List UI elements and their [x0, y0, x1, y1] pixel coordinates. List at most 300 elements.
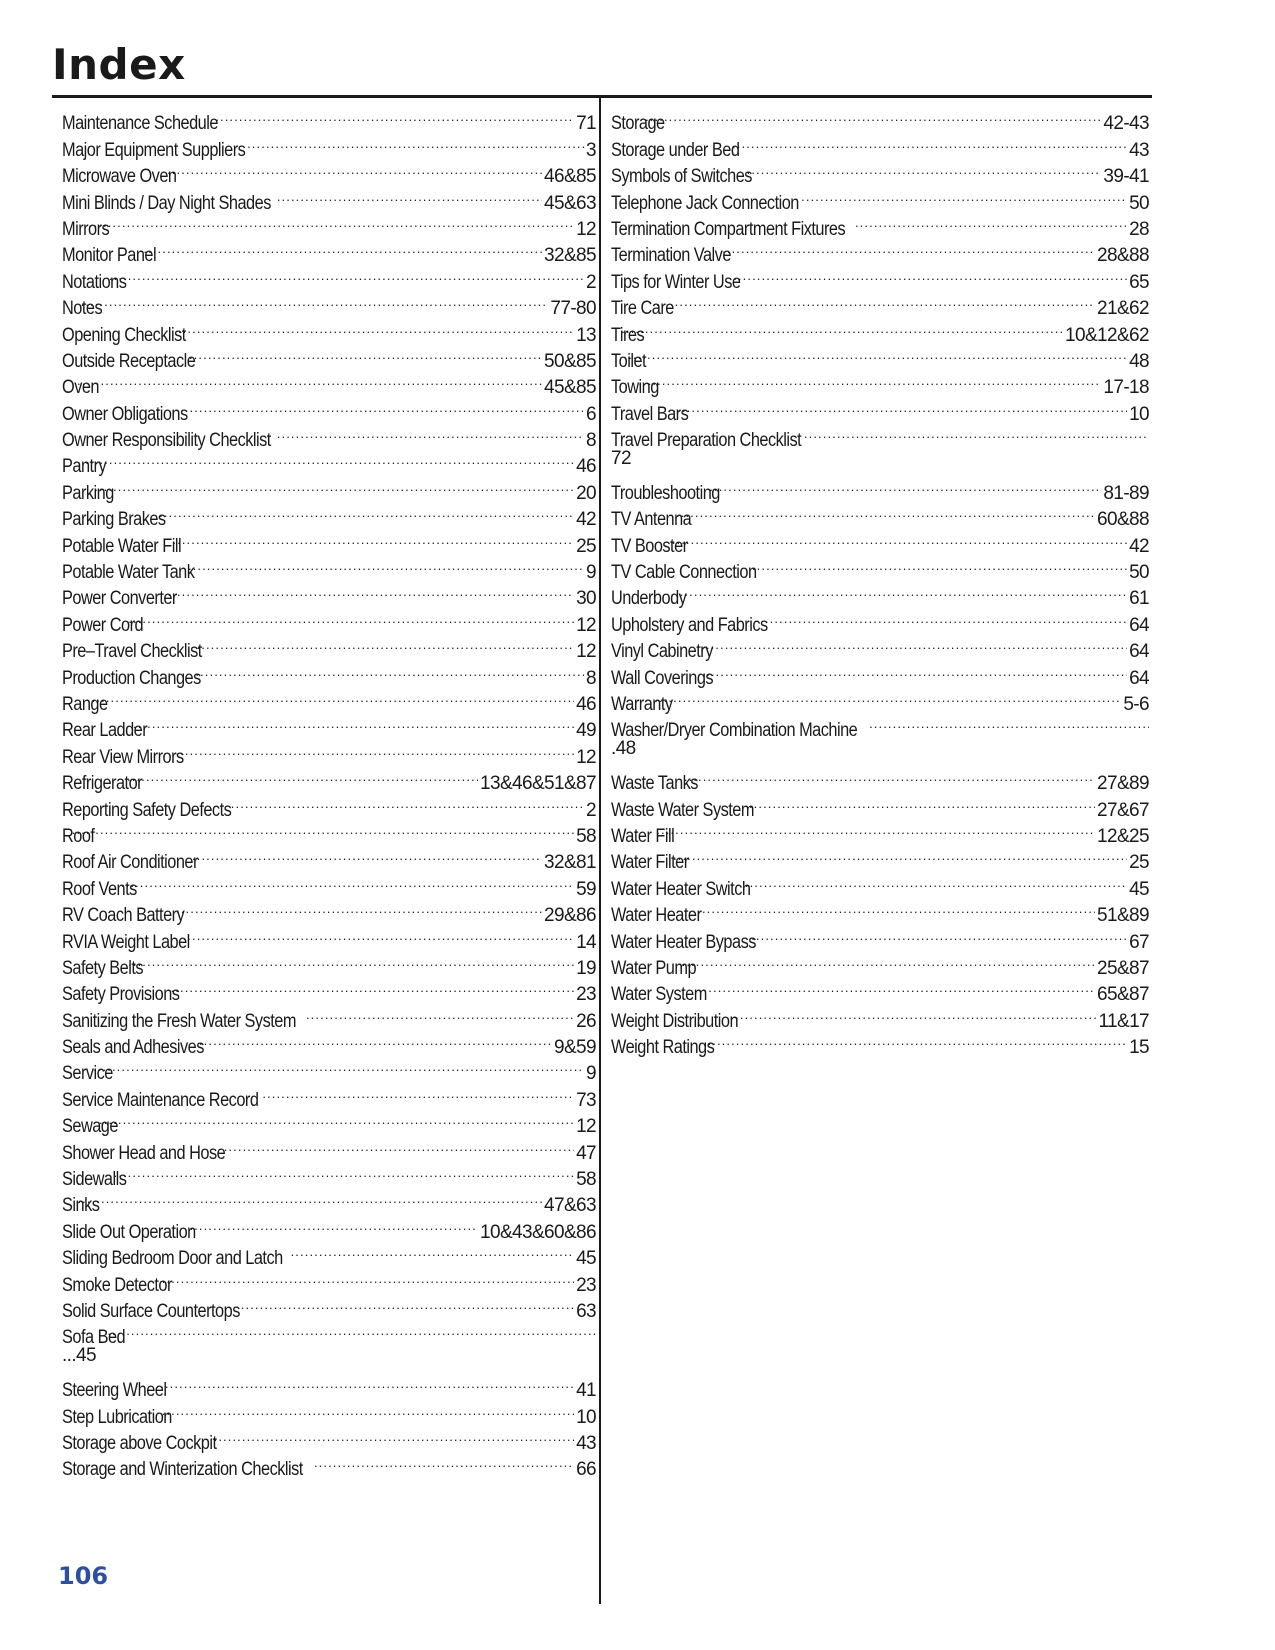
index-term: .48 [611, 738, 636, 760]
dot-leader [656, 816, 1095, 842]
index-page-numbers: 25&87 [1097, 957, 1149, 979]
dot-leader [99, 1106, 574, 1132]
index-page-numbers: 64 [1129, 667, 1149, 689]
index-page-numbers: 2 [586, 799, 596, 821]
dot-leader [306, 1000, 574, 1026]
index-term: Travel Bars [611, 403, 689, 425]
index-page-numbers: 42 [1129, 535, 1149, 557]
index-page-numbers: 10&43&60&86 [480, 1221, 596, 1243]
index-entry [611, 314, 1149, 346]
index-page-numbers: 2 [586, 271, 596, 293]
index-entry [62, 842, 596, 874]
index-term: ...45 [62, 1345, 96, 1367]
dot-leader [189, 341, 542, 367]
index-term: Washer/Dryer Combination Machine [611, 720, 858, 742]
index-page-numbers: 9 [586, 562, 596, 584]
index-page-numbers: 13 [576, 324, 596, 346]
index-term: Troubleshooting [611, 482, 720, 504]
dot-leader [143, 235, 542, 261]
dot-leader [128, 948, 574, 974]
index-term: Roof [62, 825, 95, 847]
index-term: Sidewalls [62, 1169, 127, 1191]
index-entry [62, 763, 596, 795]
dot-leader [188, 552, 584, 578]
index-entry [611, 288, 1149, 320]
dot-leader [645, 103, 1101, 129]
index-term: RVIA Weight Label [62, 931, 190, 953]
index-term: Warranty [611, 693, 673, 715]
page-number: 106 [58, 1562, 109, 1590]
dot-leader [747, 156, 1102, 182]
index-term: Tire Care [611, 298, 674, 320]
index-entry [611, 341, 1149, 372]
index-entry [62, 1317, 596, 1349]
dot-leader [682, 948, 1095, 974]
dot-leader [180, 393, 584, 419]
dot-leader [127, 763, 478, 789]
index-entry [62, 1343, 596, 1369]
index-term: Power Cord [62, 614, 144, 636]
dot-leader [178, 314, 574, 340]
index-term: Outside Receptacle [62, 350, 196, 372]
index-page-numbers: 46&85 [544, 166, 596, 188]
dot-leader [176, 895, 542, 921]
index-entry [62, 604, 596, 636]
index-term: Opening Checklist [62, 324, 186, 346]
index-entry [611, 710, 1149, 742]
index-term: Symbols of Switches [611, 166, 752, 188]
index-page-numbers: 23 [576, 1274, 596, 1296]
index-term: Water Pump [611, 957, 697, 979]
index-page-numbers: 8 [586, 430, 596, 452]
index-page-numbers: 13&46&51&87 [480, 773, 596, 795]
dot-leader [197, 631, 575, 657]
index-entry [611, 552, 1149, 584]
dot-leader [804, 420, 1149, 446]
index-entry [62, 1132, 596, 1164]
index-term: Storage above Cockpit [62, 1432, 217, 1454]
index-entry [62, 895, 596, 927]
index-entry [611, 816, 1149, 847]
index-page-numbers: 45 [576, 1248, 596, 1270]
index-entry [611, 868, 1149, 900]
index-entry [62, 235, 596, 267]
index-page-numbers: 27&89 [1097, 773, 1149, 795]
index-entry [62, 209, 596, 240]
dot-leader [107, 1317, 596, 1343]
index-entry [62, 393, 596, 425]
dot-leader [701, 631, 1127, 657]
dot-leader [247, 129, 584, 155]
index-term: Pantry [62, 456, 107, 478]
index-term: Monitor Panel [62, 245, 157, 267]
index-term: Shower Head and Hose [62, 1142, 226, 1164]
dot-leader [624, 341, 1128, 367]
index-entry [611, 420, 1149, 452]
index-entry [62, 367, 596, 399]
dot-leader [694, 974, 1095, 1000]
index-term: Wall Coverings [611, 667, 714, 689]
dot-leader [670, 578, 1127, 604]
index-entry [611, 367, 1149, 399]
page-title: Index [52, 40, 186, 89]
index-entry [62, 314, 596, 346]
index-term: 72 [611, 448, 631, 470]
dot-leader [189, 1211, 478, 1237]
index-page-numbers: 8 [586, 667, 596, 689]
index-term: Sliding Bedroom Door and Latch [62, 1248, 283, 1270]
dot-leader [89, 209, 574, 235]
index-term: Tips for Winter Use [611, 271, 741, 293]
dot-leader [314, 1449, 574, 1475]
dot-leader [751, 921, 1127, 947]
index-entry [611, 763, 1149, 795]
index-page-numbers: 64 [1129, 614, 1149, 636]
index-term: Safety Provisions [62, 984, 180, 1006]
index-term: Termination Compartment Fixtures [611, 218, 846, 240]
index-term: Potable Water Fill [62, 535, 182, 557]
index-term: Refrigerator [62, 773, 143, 795]
index-term: Water Heater Switch [611, 878, 751, 900]
index-page-numbers: 10 [576, 1406, 596, 1428]
index-entry [62, 1211, 596, 1243]
dot-leader [93, 1053, 584, 1079]
index-page-numbers: 19 [576, 957, 596, 979]
dot-leader [672, 525, 1127, 551]
index-entry [611, 895, 1149, 927]
index-page-numbers: 27&67 [1097, 799, 1149, 821]
index-entry [62, 948, 596, 979]
index-term: Sinks [62, 1195, 100, 1217]
index-page-numbers: 63 [576, 1300, 596, 1322]
dot-leader [722, 235, 1095, 261]
dot-leader [701, 657, 1127, 683]
index-entry [62, 868, 596, 900]
index-term: Slide Out Operation [62, 1221, 196, 1243]
dot-leader [162, 1264, 574, 1290]
index-entry [62, 1079, 596, 1111]
index-page-numbers: 39-41 [1103, 166, 1149, 188]
index-term: Mirrors [62, 218, 110, 240]
dot-leader [215, 103, 574, 129]
index-page-numbers: 3 [586, 139, 596, 161]
dot-leader [172, 525, 574, 551]
index-entry [611, 684, 1149, 715]
index-page-numbers: 12 [576, 641, 596, 663]
dot-leader [121, 868, 574, 894]
index-entry [611, 129, 1149, 161]
index-entry [611, 103, 1149, 135]
index-term: Rear Ladder [62, 720, 148, 742]
index-term: Sewage [62, 1116, 118, 1138]
dot-leader [155, 1370, 574, 1396]
column-divider [599, 98, 601, 1604]
index-page-numbers: 50&85 [544, 350, 596, 372]
dot-leader [94, 472, 574, 498]
index-entry [62, 1370, 596, 1402]
dot-leader [654, 684, 1121, 710]
index-term: Notes [62, 298, 103, 320]
index-term: Underbody [611, 588, 687, 610]
index-entry [62, 684, 596, 715]
index-page-numbers: 32&81 [544, 852, 596, 874]
dot-leader [77, 1185, 542, 1211]
index-term: Roof Vents [62, 878, 137, 900]
index-term: Water Filter [611, 852, 689, 874]
index-page-numbers: 9 [586, 1063, 596, 1085]
dot-leader [195, 657, 584, 683]
index-term: Waste Tanks [611, 773, 698, 795]
index-term: Smoke Detector [62, 1274, 172, 1296]
index-term: TV Antenna [611, 509, 692, 531]
index-column-right [611, 103, 1149, 1059]
dot-leader [192, 842, 542, 868]
dot-leader [85, 446, 574, 472]
index-page-numbers: 28 [1129, 218, 1149, 240]
index-term: Water Fill [611, 825, 675, 847]
index-term: Water Heater Bypass [611, 931, 756, 953]
index-term: Notations [62, 271, 127, 293]
dot-leader [277, 420, 584, 446]
index-page-numbers: 21&62 [1097, 298, 1149, 320]
index-page-numbers: 23 [576, 984, 596, 1006]
index-term: Termination Valve [611, 245, 731, 267]
dot-leader [241, 1291, 574, 1317]
dot-leader [684, 763, 1095, 789]
dot-leader [231, 789, 584, 815]
index-page-numbers: 9&59 [554, 1037, 596, 1059]
index-entry [611, 578, 1149, 610]
index-page-numbers: 42 [576, 509, 596, 531]
dot-leader [621, 314, 1063, 340]
dot-leader [733, 261, 1127, 287]
dot-leader [749, 789, 1095, 815]
index-page-numbers: 25 [1129, 852, 1149, 874]
index-term: Sofa Bed [62, 1327, 126, 1349]
index-entry [62, 261, 596, 293]
dot-leader [656, 288, 1095, 314]
index-page-numbers: 14 [576, 931, 596, 953]
index-page-numbers: 47&63 [544, 1195, 596, 1217]
index-page-numbers: 81-89 [1103, 482, 1149, 504]
index-entry [62, 472, 596, 504]
index-entry [62, 1159, 596, 1191]
index-term: Travel Preparation Checklist [611, 430, 802, 452]
index-term: Seals and Adhesives [62, 1037, 204, 1059]
dot-leader [171, 974, 575, 1000]
dot-leader [745, 868, 1127, 894]
index-page-numbers: 42-43 [1103, 113, 1149, 135]
index-term: RV Coach Battery [62, 905, 185, 927]
index-term: Water Heater [611, 905, 702, 927]
dot-leader [199, 1027, 552, 1053]
dot-leader [869, 710, 1149, 736]
index-page-numbers: 50 [1129, 562, 1149, 584]
index-page-numbers: 49 [576, 720, 596, 742]
dot-leader [77, 367, 542, 393]
index-page-numbers: 6 [586, 403, 596, 425]
dot-leader [752, 552, 1127, 578]
dot-leader [128, 604, 574, 630]
index-page-numbers: 15 [1129, 1037, 1149, 1059]
index-page-numbers: 48 [1129, 350, 1149, 372]
index-entry [611, 499, 1149, 531]
index-page-numbers: 64 [1129, 641, 1149, 663]
index-column-left [62, 103, 596, 1481]
dot-leader [167, 156, 542, 182]
index-page-numbers: 60&88 [1097, 509, 1149, 531]
index-entry [62, 499, 596, 531]
index-term: Owner Responsibility Checklist [62, 430, 271, 452]
index-page-numbers: 30 [576, 588, 596, 610]
index-term: Reporting Safety Defects [62, 799, 232, 821]
index-page-numbers: 12 [576, 614, 596, 636]
index-page-numbers: 11&17 [1098, 1010, 1149, 1032]
index-entry [62, 789, 596, 821]
index-term: Vinyl Cabinetry [611, 641, 713, 663]
index-term: Water System [611, 984, 707, 1006]
dot-leader [175, 736, 574, 762]
index-term: Weight Ratings [611, 1037, 715, 1059]
index-page-numbers: 41 [576, 1380, 596, 1402]
index-page-numbers: 25 [576, 535, 596, 557]
index-term: Solid Surface Countertops [62, 1300, 240, 1322]
dot-leader [703, 1027, 1127, 1053]
index-entry [611, 604, 1149, 636]
index-entry [611, 525, 1149, 557]
dot-leader [730, 1000, 1096, 1026]
index-term: Parking Brakes [62, 509, 166, 531]
dot-leader [732, 129, 1127, 155]
dot-leader [855, 209, 1127, 235]
index-term: Telephone Jack Connection [611, 192, 799, 214]
index-term: Waste Water System [611, 799, 754, 821]
dot-leader [262, 1079, 574, 1105]
dot-leader [709, 472, 1101, 498]
index-term: Major Equipment Suppliers [62, 139, 246, 161]
index-entry [62, 1185, 596, 1217]
index-page-numbers: 66 [576, 1459, 596, 1481]
index-page-numbers: 26 [576, 1010, 596, 1032]
index-term: Safety Belts [62, 957, 144, 979]
dot-leader [162, 1396, 574, 1422]
index-page-numbers: 17-18 [1103, 377, 1149, 399]
index-page-numbers: 29&86 [544, 905, 596, 927]
dot-leader [673, 842, 1127, 868]
dot-leader [277, 182, 542, 208]
index-page-numbers: 51&89 [1097, 905, 1149, 927]
index-term: Upholstery and Fabrics [611, 614, 768, 636]
index-page-numbers: 12 [576, 746, 596, 768]
index-page-numbers: 12&25 [1097, 825, 1149, 847]
index-term: Oven [62, 377, 99, 399]
index-term: Steering Wheel [62, 1380, 167, 1402]
index-term: Parking [62, 482, 114, 504]
dot-leader [154, 499, 574, 525]
index-entry [62, 288, 596, 320]
index-page-numbers: 45&85 [544, 377, 596, 399]
index-term: Storage and Winterization Checklist [62, 1459, 303, 1481]
index-page-numbers: 67 [1129, 931, 1149, 953]
dot-leader [72, 816, 574, 842]
index-page-numbers: 58 [576, 1169, 596, 1191]
index-entry [62, 1106, 596, 1138]
index-term: Maintenance Schedule [62, 113, 218, 135]
index-entry [62, 103, 596, 135]
index-page-numbers: 43 [1129, 139, 1149, 161]
index-page-numbers: 46 [576, 693, 596, 715]
index-page-numbers: 32&85 [544, 245, 596, 267]
dot-leader [224, 1132, 574, 1158]
dot-leader [109, 261, 584, 287]
index-page-numbers: 28&88 [1097, 245, 1149, 267]
index-term: Roof Air Conditioner [62, 852, 198, 874]
index-entry [611, 472, 1149, 504]
dot-leader [688, 895, 1095, 921]
index-term: Storage [611, 113, 665, 135]
index-page-numbers: 71 [576, 113, 596, 135]
dot-leader [673, 393, 1127, 419]
index-entry [62, 1053, 596, 1085]
index-term: Mini Blinds / Day Night Shades [62, 192, 271, 214]
index-page-numbers: 20 [576, 482, 596, 504]
index-entry [611, 948, 1149, 979]
index-page-numbers: 77-80 [550, 298, 596, 320]
index-term: Towing [611, 377, 659, 399]
index-page-numbers: 12 [576, 218, 596, 240]
dot-leader [168, 578, 575, 604]
index-term: Power Converter [62, 588, 177, 610]
index-entry [62, 816, 596, 847]
index-entry [62, 446, 596, 478]
index-term: Owner Obligations [62, 403, 188, 425]
index-term: Pre–Travel Checklist [62, 641, 202, 663]
dot-leader [765, 604, 1127, 630]
index-term: Rear View Mirrors [62, 746, 184, 768]
index-page-numbers: 65 [1129, 271, 1149, 293]
index-term: Microwave Oven [62, 166, 177, 188]
index-term: Service Maintenance Record [62, 1089, 259, 1111]
index-entry [611, 393, 1149, 425]
index-page-numbers: 45&63 [544, 192, 596, 214]
index-entry [62, 710, 596, 742]
index-page-numbers: 45 [1129, 878, 1149, 900]
index-term: Sanitizing the Fresh Water System [62, 1010, 296, 1032]
title-rule [52, 95, 1152, 98]
dot-leader [183, 921, 575, 947]
index-page-numbers: 46 [576, 456, 596, 478]
dot-leader [214, 1423, 574, 1449]
index-term: Step Lubrication [62, 1406, 172, 1428]
index-term: Storage under Bed [611, 139, 740, 161]
index-term: Production Changes [62, 667, 201, 689]
dot-leader [87, 684, 574, 710]
index-page-numbers: 58 [576, 825, 596, 847]
index-term: TV Cable Connection [611, 562, 757, 584]
index-term: TV Booster [611, 535, 688, 557]
index-page-numbers: 47 [576, 1142, 596, 1164]
dot-leader [291, 1238, 574, 1264]
dot-leader [133, 710, 574, 736]
index-page-numbers: 10 [1129, 403, 1149, 425]
index-page-numbers: 10&12&62 [1065, 324, 1149, 346]
index-page-numbers: 61 [1129, 588, 1149, 610]
dot-leader [801, 182, 1127, 208]
index-entry [611, 842, 1149, 874]
index-page-numbers: 5-6 [1123, 693, 1149, 715]
index-term: Tires [611, 324, 645, 346]
dot-leader [109, 1159, 574, 1185]
